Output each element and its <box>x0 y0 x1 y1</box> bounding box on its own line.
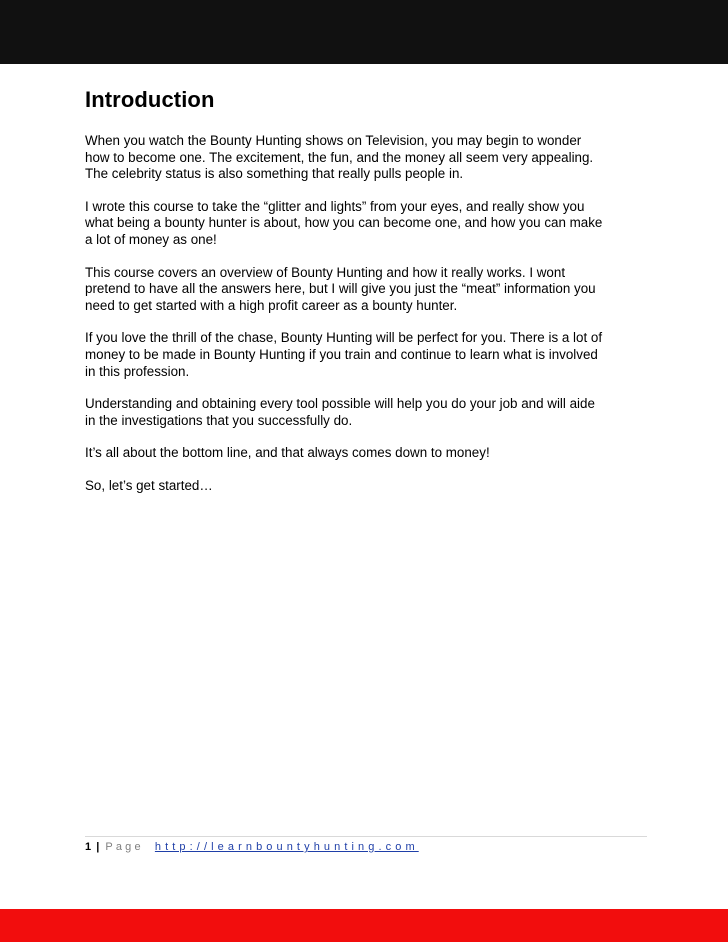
paragraph-line: in the investigations that you successfully do. <box>85 412 353 428</box>
header-band <box>0 0 728 64</box>
page-label: Page <box>105 841 144 853</box>
paragraph-1 <box>85 133 655 183</box>
paragraph-7 <box>85 478 655 495</box>
paragraph-line: I wrote this course to take the “glitter and lights” from your eyes, and really show you <box>85 198 585 214</box>
paragraph-line: what being a bounty hunter is about, how you can become one, and how you can make <box>85 215 603 231</box>
paragraph-4 <box>85 330 655 380</box>
paragraph-5 <box>85 396 655 429</box>
paragraph-line: in this profession. <box>85 363 190 379</box>
paragraph-line: This course covers an overview of Bounty Hunting and how it really works. I wont <box>85 264 566 280</box>
page-footer <box>85 839 419 855</box>
paragraph-line: The celebrity status is also something that really pulls people in. <box>85 166 464 182</box>
paragraph-line: pretend to have all the answers here, but I will give you just the “meat” information you <box>85 281 596 297</box>
paragraph-2 <box>85 199 655 249</box>
website-link[interactable]: http://learnbountyhunting.com <box>154 841 419 853</box>
paragraph-line: money to be made in Bounty Hunting if you train and continue to learn what is involved <box>85 346 598 362</box>
paragraph-line: It’s all about the bottom line, and that always comes down to money! <box>85 445 490 461</box>
footer-band <box>0 909 728 942</box>
paragraph-line: how to become one. The excitement, the fun, and the money all seem very appealing. <box>85 149 594 165</box>
page-title: Introduction <box>85 87 215 112</box>
footer-divider <box>85 836 647 837</box>
paragraph-3 <box>85 265 655 315</box>
paragraph-line: When you watch the Bounty Hunting shows on Television, you may begin to wonder <box>85 133 582 148</box>
footer-separator: | <box>96 841 100 853</box>
page-content <box>85 84 655 511</box>
paragraph-line: Understanding and obtaining every tool possible will help you do your job and will aide <box>85 396 595 412</box>
paragraph-line: So, let’s get started… <box>85 477 213 493</box>
page-number: 1 <box>85 841 92 853</box>
paragraph-line: If you love the thrill of the chase, Bounty Hunting will be perfect for you. There is a lot of <box>85 330 603 346</box>
paragraph-line: need to get started with a high profit career as a bounty hunter. <box>85 297 458 313</box>
paragraph-6 <box>85 445 655 462</box>
paragraph-line: a lot of money as one! <box>85 231 217 247</box>
